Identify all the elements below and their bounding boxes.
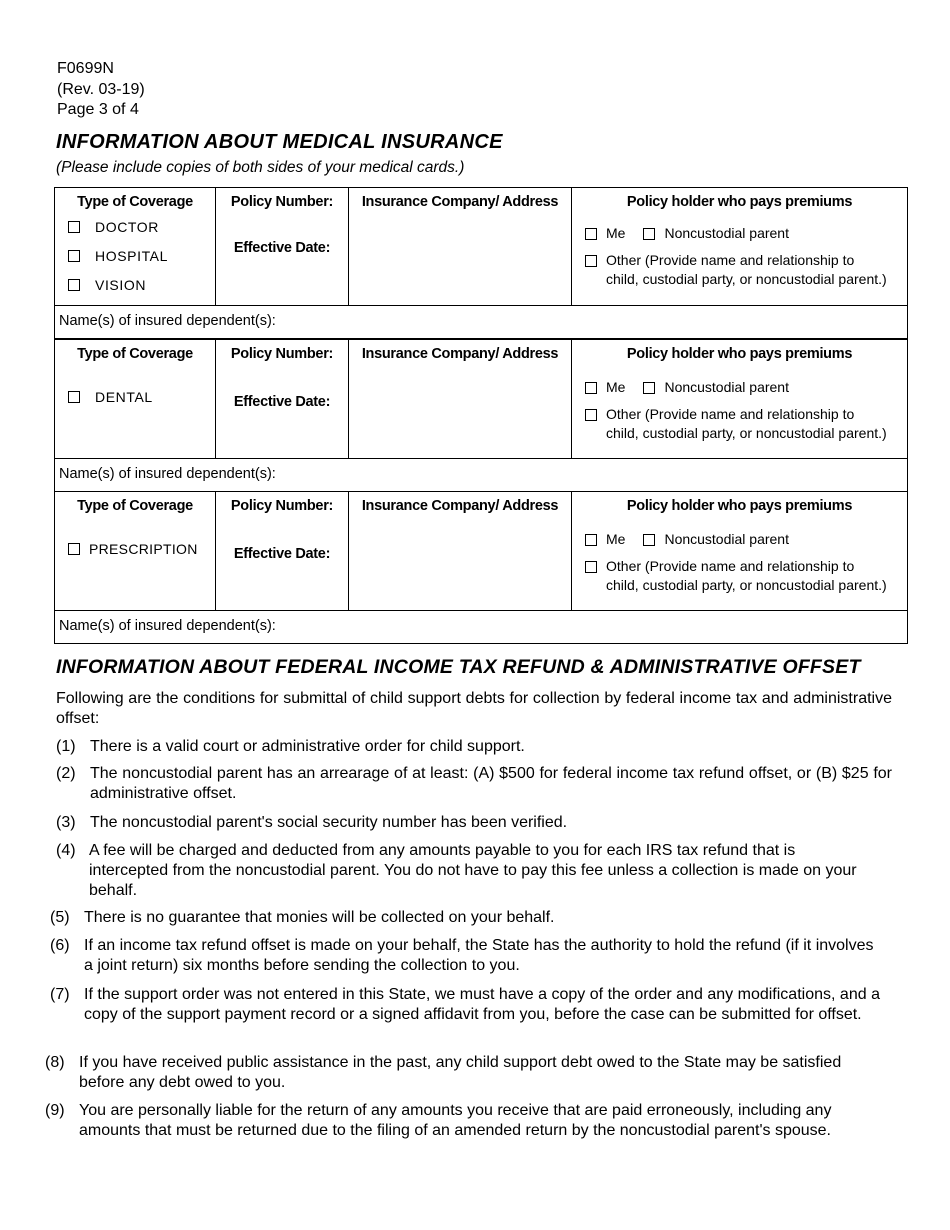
medical-insurance-subtitle: (Please include copies of both sides of your medical cards.) (56, 159, 465, 176)
insured-dependents-field[interactable]: Name(s) of insured dependent(s): (55, 459, 908, 492)
medical-insurance-title: INFORMATION ABOUT MEDICAL INSURANCE (56, 131, 503, 153)
col-policy-number: Policy Number: (230, 498, 334, 514)
holder-me-checkbox[interactable] (585, 534, 597, 546)
col-insurance-company: Insurance Company/ Address (361, 498, 559, 514)
condition-8: (8) If you have received public assistance in the past, any child support debt owed to the State may be satisfied before any debt owed to you. (45, 1054, 842, 1091)
checkbox[interactable] (68, 221, 80, 233)
coverage-option-dental[interactable]: DENTAL (68, 389, 215, 405)
checkbox[interactable] (68, 543, 80, 555)
col-insurance-company: Insurance Company/ Address (361, 194, 559, 210)
holder-noncustodial-checkbox[interactable] (643, 382, 655, 394)
col-policy-holder: Policy holder who pays premiums (626, 346, 853, 362)
effective-date-label: Effective Date: (233, 394, 331, 410)
holder-noncustodial-checkbox[interactable] (643, 534, 655, 546)
holder-row-me: Me Noncustodial parent (585, 224, 907, 243)
condition-3: (3) The noncustodial parent's social security number has been verified. (56, 814, 568, 831)
holder-row-other: Other (Provide name and relationship to child, custodial party, or noncustodial parent.) (585, 405, 907, 443)
condition-9: (9) You are personally liable for the return of any amounts you receive that are paid erroneously, including any amounts that must be returned due to the filing of an amended return by the noncustodial parent's spouse. (45, 1102, 832, 1139)
condition-6: (6) If an income tax refund offset is made on your behalf, the State has the authority to hold the refund (if it involves a joint return) six months before sending the collection to you. (50, 937, 874, 974)
condition-5: (5) There is no guarantee that monies will be collected on your behalf. (50, 909, 555, 926)
page-number: Page 3 of 4 (57, 101, 139, 118)
coverage-option-vision[interactable]: VISION (68, 277, 215, 293)
offset-intro: Following are the conditions for submittal of child support debts for collection by federal income tax and administrative offset: (56, 690, 892, 727)
condition-2: (2) The noncustodial parent has an arrearage of at least: (A) $500 for federal income tax refund offset, or (B) $25 for administrative offset. (56, 765, 892, 802)
holder-me-checkbox[interactable] (585, 228, 597, 240)
coverage-option-prescription[interactable]: PRESCRIPTION (68, 541, 215, 557)
holder-row-other: Other (Provide name and relationship to child, custodial party, or noncustodial parent.) (585, 557, 907, 595)
insurance-block-medical (54, 187, 908, 339)
holder-me-checkbox[interactable] (585, 382, 597, 394)
col-policy-holder: Policy holder who pays premiums (626, 498, 853, 514)
col-policy-number: Policy Number: (230, 194, 334, 210)
condition-1: (1) There is a valid court or administrative order for child support. (56, 738, 525, 755)
effective-date-label: Effective Date: (233, 546, 331, 562)
checkbox[interactable] (68, 250, 80, 262)
col-policy-number: Policy Number: (230, 346, 334, 362)
form-id: F0699N (57, 60, 114, 77)
insurance-block-prescription (54, 491, 908, 644)
holder-row-other: Other (Provide name and relationship to child, custodial party, or noncustodial parent.) (585, 251, 907, 289)
holder-row-me: Me Noncustodial parent (585, 378, 907, 397)
offset-title: INFORMATION ABOUT FEDERAL INCOME TAX REFUND & ADMINISTRATIVE OFFSET (56, 656, 861, 678)
col-policy-holder: Policy holder who pays premiums (626, 194, 853, 210)
effective-date-label: Effective Date: (233, 240, 331, 256)
holder-other-checkbox[interactable] (585, 561, 597, 573)
holder-row-me: Me Noncustodial parent (585, 530, 907, 549)
col-insurance-company: Insurance Company/ Address (361, 346, 559, 362)
condition-7: (7) If the support order was not entered in this State, we must have a copy of the order and any modifications, and a copy of the support payment record or a signed affidavit from you, before the case can be submitted for offset. (50, 986, 880, 1023)
col-type-of-coverage: Type of Coverage (77, 498, 193, 514)
col-type-of-coverage: Type of Coverage (77, 194, 193, 210)
holder-noncustodial-checkbox[interactable] (643, 228, 655, 240)
checkbox[interactable] (68, 279, 80, 291)
checkbox[interactable] (68, 391, 80, 403)
form-revision: (Rev. 03-19) (57, 80, 145, 98)
holder-other-checkbox[interactable] (585, 409, 597, 421)
coverage-option-doctor[interactable]: DOCTOR (68, 219, 215, 235)
insured-dependents-field[interactable]: Name(s) of insured dependent(s): (55, 611, 908, 644)
holder-other-checkbox[interactable] (585, 255, 597, 267)
col-type-of-coverage: Type of Coverage (77, 346, 193, 362)
condition-4: (4) A fee will be charged and deducted from any amounts payable to you for each IRS tax refund that is intercepted from the noncustodial parent. You do not have to pay this fee unless a collection is made on your behalf. (56, 842, 857, 899)
form-header (57, 59, 145, 121)
coverage-option-hospital[interactable]: HOSPITAL (68, 248, 215, 264)
insurance-block-dental (54, 339, 908, 492)
insured-dependents-field[interactable]: Name(s) of insured dependent(s): (55, 306, 908, 339)
